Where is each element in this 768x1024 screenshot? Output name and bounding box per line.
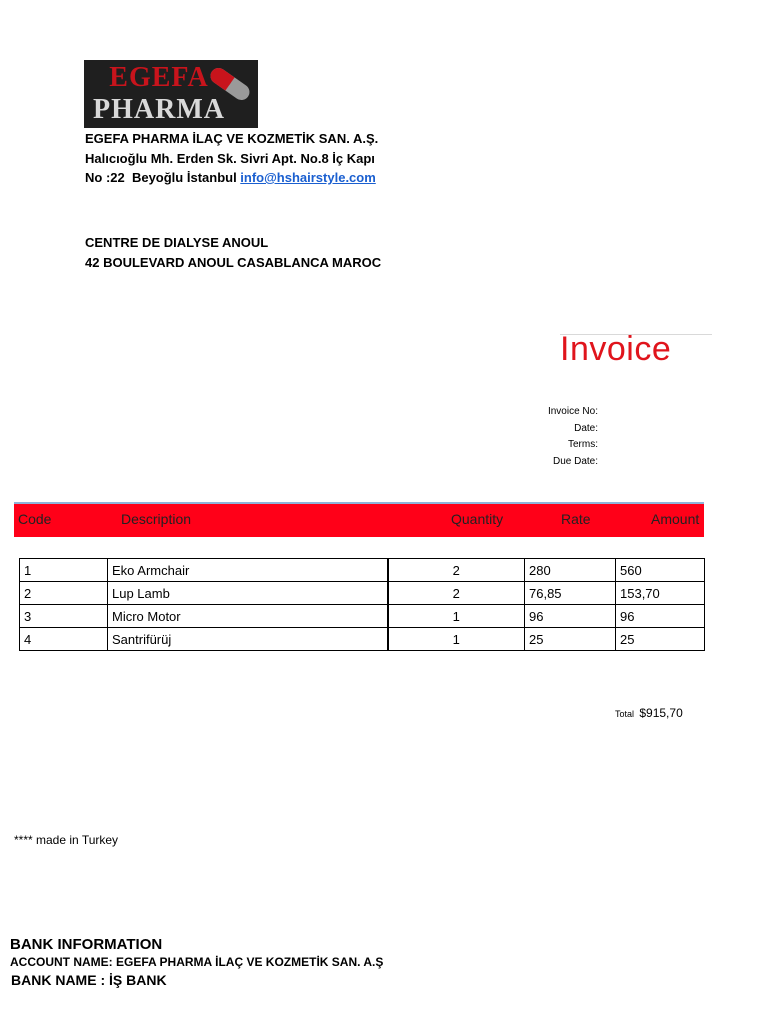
cell-quantity: 2 (388, 582, 525, 605)
origin-note: **** made in Turkey (14, 833, 119, 847)
cell-description: Eko Armchair (108, 559, 388, 582)
date-label: Date: (574, 422, 598, 434)
cell-amount: 25 (616, 628, 705, 651)
header-amount: Amount (651, 511, 700, 527)
header-code: Code (18, 511, 52, 527)
table-row (20, 582, 705, 605)
seller-email-link[interactable]: info@hshairstyle.com (240, 170, 376, 185)
total-label: Total (615, 709, 635, 719)
cell-amount: 153,70 (616, 582, 705, 605)
cell-description: Micro Motor (108, 605, 388, 628)
header-description: Description (121, 511, 192, 527)
cell-quantity: 2 (388, 559, 525, 582)
bank-account-name: ACCOUNT NAME: EGEFA PHARMA İLAÇ VE KOZMETİK SAN. A.Ş (10, 955, 384, 969)
table-row (20, 605, 705, 628)
table-header-bar (14, 504, 704, 537)
invoice-meta (478, 404, 598, 470)
logo-text-egefa: EGEFA (109, 62, 209, 93)
cell-code: 3 (20, 605, 108, 628)
seller-street: Halıcıoğlu Mh. Erden Sk. Sivri Apt. No.8 İç Kapı (85, 150, 375, 166)
buyer-address (85, 233, 381, 272)
cell-code: 1 (20, 559, 108, 582)
cell-description: Santrifürüj (108, 628, 388, 651)
bank-info-title: BANK INFORMATION (10, 936, 163, 953)
cell-amount: 96 (616, 605, 705, 628)
invoice-title: Invoice (560, 330, 672, 368)
seller-name: EGEFA PHARMA İLAÇ VE KOZMETİK SAN. A.Ş. (85, 131, 379, 146)
buyer-street: 42 BOULEVARD ANOUL CASABLANCA MAROC (85, 254, 382, 270)
cell-quantity: 1 (388, 605, 525, 628)
header-rate: Rate (561, 511, 591, 527)
terms-label: Terms: (568, 439, 598, 450)
cell-quantity: 1 (388, 628, 525, 651)
cell-code: 2 (20, 582, 108, 605)
seller-address (85, 129, 378, 188)
cell-amount: 560 (616, 559, 705, 582)
cell-rate: 96 (525, 605, 616, 628)
seller-city-line (85, 168, 378, 188)
cell-rate: 25 (525, 628, 616, 651)
pill-icon (202, 64, 258, 104)
cell-code: 4 (20, 628, 108, 651)
cell-rate: 76,85 (525, 582, 616, 605)
header-quantity: Quantity (451, 511, 504, 527)
table-row (20, 559, 705, 582)
bank-name: BANK NAME : İŞ BANK (11, 972, 167, 988)
cell-rate: 280 (525, 559, 616, 582)
invoice-total (615, 706, 683, 720)
buyer-name: CENTRE DE DIALYSE ANOUL (85, 235, 269, 250)
logo-text-pharma: PHARMA (93, 94, 225, 125)
due-date-label: Due Date: (552, 455, 598, 467)
items-table (19, 558, 705, 651)
company-logo (84, 60, 258, 128)
seller-city: No :22 Beyoğlu İstanbul (85, 170, 241, 185)
total-value: $915,70 (639, 706, 683, 720)
cell-description: Lup Lamb (108, 582, 388, 605)
table-row (20, 628, 705, 651)
invoice-no-label: Invoice No: (547, 406, 598, 417)
